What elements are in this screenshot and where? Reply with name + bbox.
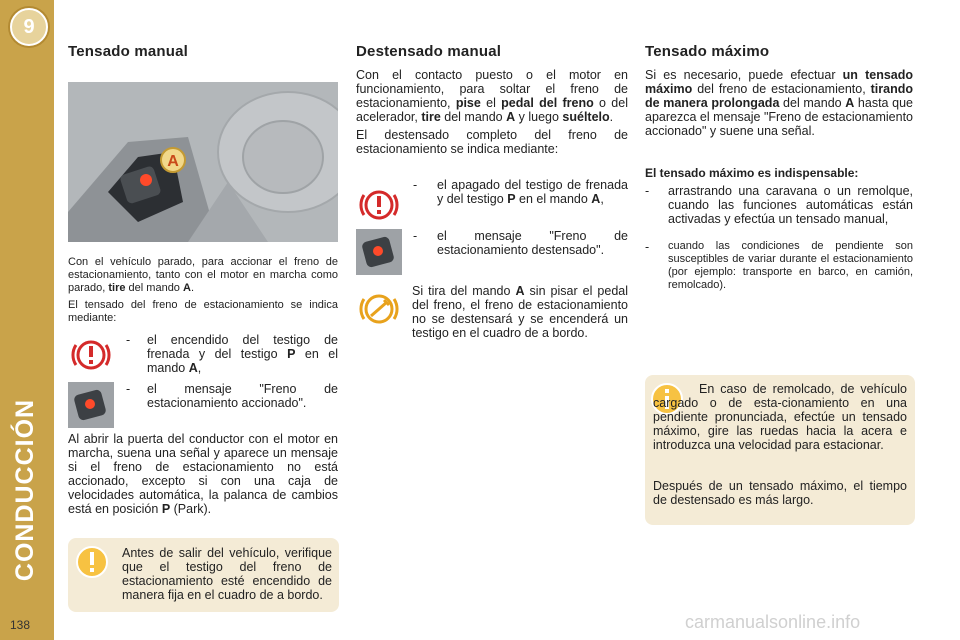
brake-warning-icon	[68, 332, 114, 378]
list-item-bold: A	[591, 192, 601, 206]
list-item-bold: P	[287, 347, 296, 361]
release-text: del mando	[440, 110, 507, 124]
warning-exclamation-icon	[74, 544, 110, 580]
body-bold: P	[161, 502, 171, 516]
caption-bold: tire	[108, 282, 126, 294]
brake-fault-amber-icon	[356, 286, 402, 332]
release-text-2: El destensado completo del freno de estacionamiento se indica mediante:	[356, 128, 628, 156]
list-item-text: ,	[600, 192, 604, 206]
body-paragraph	[68, 432, 338, 516]
section-title-release: Destensado manual	[356, 43, 502, 60]
handbrake-button-icon	[68, 382, 114, 428]
list-dash: -	[126, 382, 131, 396]
caption-block	[68, 256, 338, 329]
section-title-max: Tensado máximo	[645, 43, 770, 60]
caption-text: .	[190, 282, 194, 294]
max-text: Si es necesario, puede efectuar	[645, 68, 843, 82]
note-text: Si tira del mando	[412, 284, 516, 298]
list-item-text: en el mando	[515, 192, 592, 206]
note-text: sin pisar el pedal del freno, el freno de estacionamiento no se destensará y se encenderá un testigo en el cuadro de a bordo.	[412, 284, 628, 340]
max-bold: A	[845, 96, 855, 110]
release-text: .	[609, 110, 614, 124]
release-bold: pise	[455, 96, 481, 110]
list-dash: -	[645, 184, 650, 198]
chapter-sidebar	[0, 0, 54, 640]
list-item-bold: A	[188, 361, 198, 375]
warning-callout	[68, 538, 339, 612]
caption-text: Con el vehículo parado, para accionar el freno de estacionamiento, tanto con el motor en marcha como parado,	[68, 256, 338, 294]
max-paragraph	[645, 68, 913, 138]
note-bold: A	[515, 284, 525, 298]
list-dash: -	[413, 229, 418, 243]
release-bold: A	[506, 110, 516, 124]
max-subheading: El tensado máximo es indispensable:	[645, 166, 859, 180]
list-item: el mensaje "Freno de estacionamiento destensado".	[437, 229, 628, 257]
info-callout	[645, 375, 915, 525]
list-dash: -	[126, 333, 131, 347]
release-text: y luego	[515, 110, 563, 124]
callout-text: En caso de remolcado, de vehículo cargado o de esta-cionamiento en una pendiente pronunciada, efectúe un tensado máximo, gire las ruedas hacia la acera e introduzca una velocidad para estacionar.	[653, 382, 907, 452]
list-item: cuando las condiciones de pendiente son susceptibles de variar durante el estacionamiento (por ejemplo: transporte en barco, en camión, remolcado).	[668, 240, 913, 291]
list-item-text: ,	[197, 361, 202, 375]
list-item-text: el apagado del testigo de frenada y del testigo	[437, 178, 628, 206]
caption-text-2: El tensado del freno de estacionamiento se indica mediante:	[68, 299, 338, 324]
list-item-text: el encendido del testigo de frenada y del testigo	[147, 333, 338, 361]
section-title-manual: Tensado manual	[68, 43, 189, 60]
max-bold: tirando de manera prolongada	[645, 82, 913, 110]
list-item-bold: P	[507, 192, 516, 206]
body-text: (Park).	[170, 502, 212, 516]
max-text: hasta que aparezca el mensaje "Freno de estacionamiento accionado" y suene una señal.	[645, 96, 914, 138]
release-bold: tire	[421, 110, 441, 124]
label-a: A	[167, 153, 179, 170]
body-text: Al abrir la puerta del conductor con el motor en marcha, suena una señal y aparece un mensaje si el freno de estacionamiento no está accionado, excepto si con una caja de velocidades automática, la palanca de cambios está en posición	[68, 432, 338, 516]
list-dash: -	[645, 240, 650, 254]
brake-warning-icon	[356, 182, 402, 228]
release-bold: pedal del freno	[501, 96, 594, 110]
chapter-number: 9	[23, 16, 35, 38]
chapter-label: CONDUCCIÓN	[11, 398, 39, 582]
list-item	[147, 333, 338, 375]
release-text: Con el contacto puesto o el motor en funcionamiento, para soltar el freno de estacionamiento,	[356, 68, 628, 110]
release-paragraph	[356, 68, 628, 160]
callout-text: Antes de salir del vehículo, verifique que el testigo del freno de estacionamiento esté encendido de manera fija en el cuadro de a bordo.	[122, 546, 332, 602]
list-dash: -	[413, 178, 418, 192]
caption-bold: A	[182, 282, 191, 294]
caption-text: del mando	[125, 282, 183, 294]
list-item	[437, 178, 628, 206]
callout-text-2: Después de un tensado máximo, el tiempo de destensado es más largo.	[653, 479, 907, 507]
max-text: del mando	[779, 96, 846, 110]
page-number: 138	[10, 618, 31, 632]
max-text: del freno de estacionamiento,	[692, 82, 871, 96]
chapter-badge	[10, 8, 48, 46]
release-bold: suéltelo	[562, 110, 610, 124]
release-text: o del acelerador,	[356, 96, 628, 124]
max-bold: un tensado máximo	[645, 68, 913, 96]
list-item-text: en el mando	[147, 347, 338, 375]
list-item: el mensaje "Freno de estacionamiento accionado".	[147, 382, 338, 410]
watermark: carmanualsonline.info	[685, 612, 861, 632]
list-item: arrastrando una caravana o un remolque, cuando las funciones automáticas están activadas y efectúa un tensado manual,	[668, 184, 913, 226]
release-note	[412, 284, 628, 340]
handbrake-icon	[68, 82, 338, 242]
handbrake-illustration	[68, 82, 338, 242]
handbrake-button-icon	[356, 229, 402, 275]
release-text: el	[480, 96, 502, 110]
